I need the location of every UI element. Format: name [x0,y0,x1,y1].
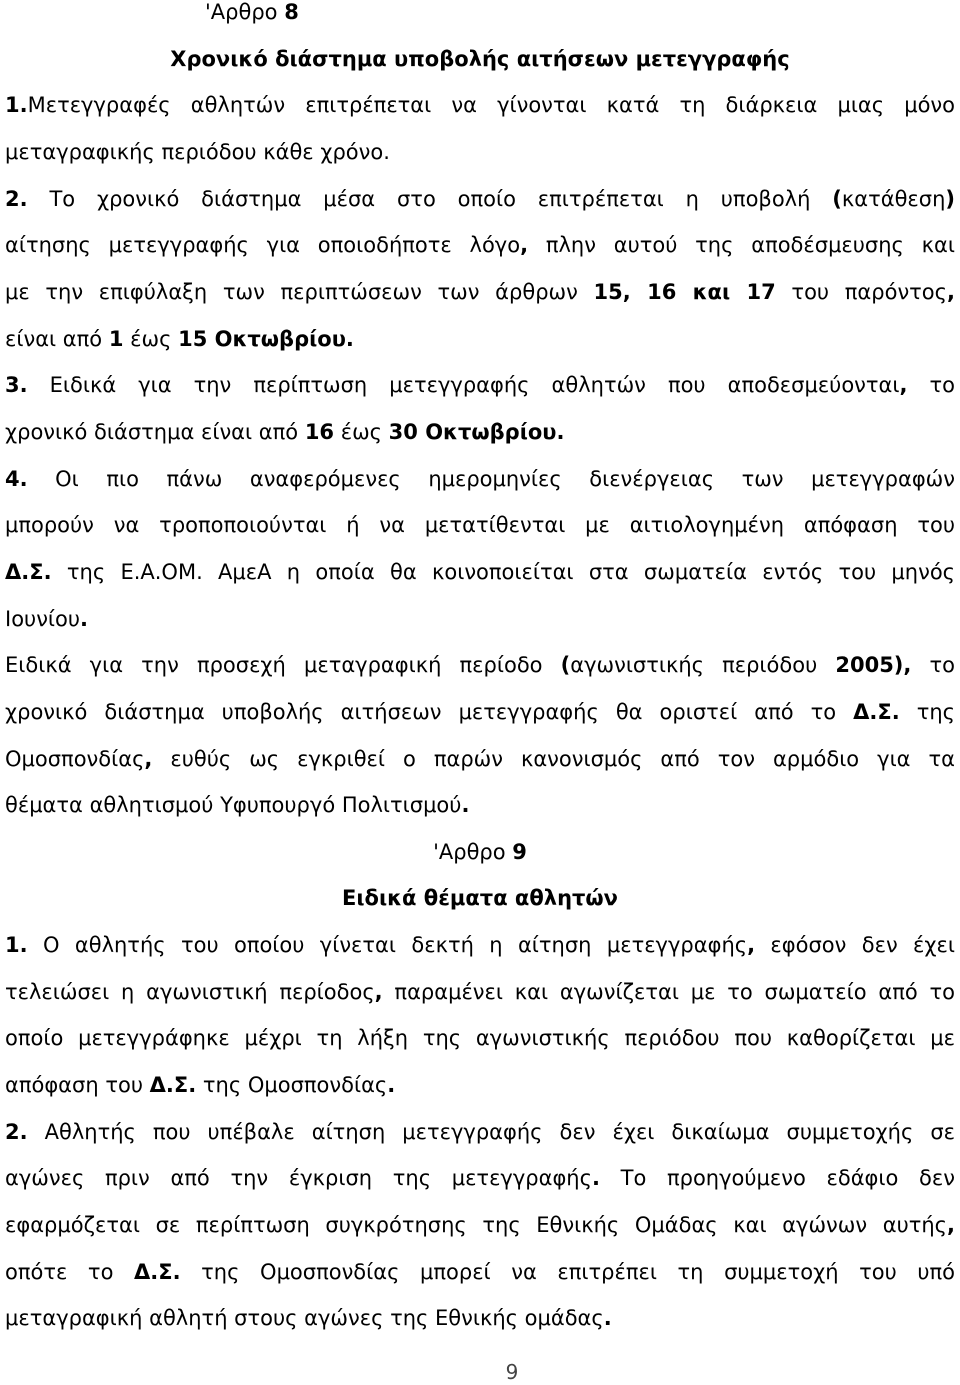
a9-line-06 [5,1155,955,1202]
bold-run: 15, 16 και 17 [593,279,776,304]
bold-run: Δ.Σ. [149,1073,197,1098]
text-run: χρονικό διάστημα υποβολής αιτήσεων μετεγγραφής θα οριστεί από το [5,699,854,724]
bold-run: . [387,1073,396,1098]
text-run: το [911,653,955,678]
text-run: εφόσον δεν έχει [755,933,955,958]
bold-run: , [947,1213,955,1238]
a9-line-05 [5,1109,955,1156]
document-page [5,0,955,1342]
article-number: 9 [512,839,527,864]
text-run: έως [123,326,179,351]
text-run: της Ομοσπονδίας μπορεί να επιτρέπει τη συμμετοχή του υπό [180,1259,955,1284]
item-number: 3. [5,373,28,398]
text-run: Ιουνίου [5,606,81,631]
text-run: το [907,373,955,398]
article-8-title: Χρονικό διάστημα υποβολής αιτήσεων μετεγγραφής [170,46,790,71]
text-run: ευθύς ως εγκριθεί ο παρών κανονισμός από τον αρμόδιο για τα [152,746,955,771]
a9-line-02 [5,969,955,1016]
a8-line-08 [5,409,955,456]
text-run: οποίο μετεγγράφηκε μέχρι τη λήξη της αγωνιστικής περιόδου που καθορίζεται με [5,1026,955,1051]
bold-run: ( [832,186,842,211]
a9-line-09 [5,1295,955,1342]
bold-run: . [461,793,470,818]
article-9-heading [5,829,955,876]
bold-run: , [747,933,756,958]
a8-line-12 [5,596,955,643]
article-8-heading [5,0,955,36]
bold-run: Δ.Σ. [853,699,900,724]
a8-line-10 [5,502,955,549]
a8-line-14 [5,689,955,736]
text-run: εφαρμόζεται σε περίπτωση συγκρότησης της Εθνικής Ομάδας και αγώνων αυτής [5,1213,948,1238]
bold-run: , [899,373,908,398]
text-run: τελειώσει η αγωνιστική περίοδος [5,979,375,1004]
text-run: Ειδικά για την προσεχή μεταγραφική περίοδο [5,653,561,678]
text-run: Το χρονικό διάστημα μέσα στο οποίο επιτρέπεται η υποβολή [27,186,833,211]
item-number: 1. [5,933,28,958]
bold-run: Δ.Σ. [5,559,52,584]
bold-run: 2005), [835,653,912,678]
text-run: αίτησης μετεγγραφής για οποιοδήποτε λόγο [5,233,521,258]
text-run: θέματα αθλητισμού Υφυπουργό Πολιτισμού [5,793,462,818]
article-label: 'Αρθρο [205,0,278,24]
a8-line-02 [5,129,955,176]
text-run: πλην αυτού της αποδέσμευσης και [528,233,955,258]
a8-line-06 [5,316,955,363]
text-run: οπότε το [5,1259,135,1284]
text-run: παραμένει και αγωνίζεται με το σωματείο από το [382,979,955,1004]
a8-line-16 [5,782,955,829]
a8-line-04 [5,222,955,269]
text-run: κατάθεση [841,186,946,211]
text-run: μεταγραφικής περιόδου κάθε χρόνο. [5,139,390,164]
text-run: μεταγραφική αθλητή στους αγώνες της Εθνικής ομάδας [5,1306,604,1331]
item-number: 2. [5,186,28,211]
text-run: μπορούν να τροποποιούνται ή να μετατίθενται με αιτιολογημένη απόφαση του [5,513,955,538]
item-number: 4. [5,466,28,491]
page-number: 9 [505,1360,519,1384]
bold-run: 30 Οκτωβρίου. [388,419,565,444]
text-run: αγωνιστικής περιόδου [570,653,836,678]
a8-line-03 [5,176,955,223]
text-run: Αθλητής που υπέβαλε αίτηση μετεγγραφής δεν έχει δικαίωμα συμμετοχής σε [27,1119,955,1144]
bold-run: 16 [304,419,335,444]
text-run: Ομοσπονδίας [5,746,145,771]
bold-run: ) [945,186,955,211]
a8-line-09 [5,456,955,503]
a8-line-07 [5,362,955,409]
a8-line-13 [5,642,955,689]
text-run: Ειδικά για την περίπτωση μετεγγραφής αθλητών που αποδεσμεύονται [27,373,900,398]
a9-line-03 [5,1015,955,1062]
article-label: 'Αρθρο [433,839,506,864]
bold-run: . [591,1166,600,1191]
article-9-title: Ειδικά θέματα αθλητών [342,886,618,911]
text-run: απόφαση του [5,1073,150,1098]
text-run: της [899,699,955,724]
a9-line-01 [5,922,955,969]
bold-run: . [603,1306,612,1331]
bold-run: , [520,233,529,258]
bold-run: ( [560,653,571,678]
bold-run: 1 [108,326,124,351]
a9-line-08 [5,1249,955,1296]
a8-line-05 [5,269,955,316]
item-number: 1. [5,93,28,118]
a8-line-11 [5,549,955,596]
bold-run: , [144,746,153,771]
text-run: Μετεγγραφές αθλητών επιτρέπεται να γίνονται κατά τη διάρκεια μιας μόνο [27,93,955,118]
a8-line-15 [5,736,955,783]
text-run: Ο αθλητής του οποίου γίνεται δεκτή η αίτηση μετεγγραφής [27,933,748,958]
text-run: με την επιφύλαξη των περιπτώσεων των άρθρων [5,279,594,304]
text-run: αγώνες πριν από την έγκριση της μετεγγραφής [5,1166,592,1191]
text-run: του παρόντος [775,279,947,304]
text-run: έως [334,419,389,444]
text-run: χρονικό διάστημα είναι από [5,419,305,444]
bold-run: Δ.Σ. [134,1259,181,1284]
article-number: 8 [284,0,299,24]
bold-run: . [80,606,89,631]
bold-run: 15 Οκτωβρίου. [178,326,354,351]
text-run: της Ε.Α.ΟΜ. ΑμεΑ η οποία θα κοινοποιείται στα σωματεία εντός του μηνός [51,559,955,584]
bold-run: , [374,979,383,1004]
item-number: 2. [5,1119,28,1144]
text-run: είναι από [5,326,109,351]
a8-line-01 [5,82,955,129]
bold-run: , [947,279,955,304]
a9-line-04 [5,1062,955,1109]
text-run: Οι πιο πάνω αναφερόμενες ημερομηνίες διενέργειας των μετεγγραφών [27,466,955,491]
text-run: Το προηγούμενο εδάφιο δεν [599,1166,955,1191]
text-run: της Ομοσπονδίας [196,1073,388,1098]
a9-line-07 [5,1202,955,1249]
